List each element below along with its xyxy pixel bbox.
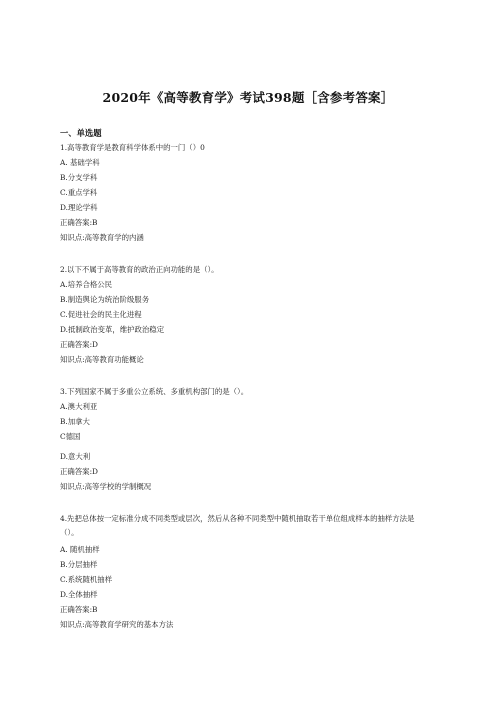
answer: 正确答案:B xyxy=(60,218,98,227)
option-b: B.加拿大 xyxy=(60,417,90,426)
option-d: D.理论学科 xyxy=(60,203,98,212)
option-d: D.意大利 xyxy=(60,452,91,461)
answer: 正确答案:D xyxy=(60,467,98,476)
knowledge-point: 知识点:高等教育学研究的基本方法 xyxy=(60,620,174,629)
knowledge-point: 知识点:高等教育学的内涵 xyxy=(60,233,144,242)
option-a: A.澳大利亚 xyxy=(60,402,98,411)
question-stem: 3.下列国家不属于多重公立系统、多重机构部门的是（）。 xyxy=(60,387,249,396)
knowledge-point: 知识点:高等教育功能概论 xyxy=(60,355,144,364)
answer: 正确答案:D xyxy=(60,340,98,349)
answer: 正确答案:B xyxy=(60,605,98,614)
option-d: D.全体抽样 xyxy=(60,590,98,599)
option-a: A.培养合格公民 xyxy=(60,280,113,289)
option-a: A. 随机抽样 xyxy=(60,545,100,554)
option-c: C.促进社会的民主化进程 xyxy=(60,310,142,319)
option-c: C德国 xyxy=(60,432,81,441)
knowledge-point: 知识点:高等学校的学制概况 xyxy=(60,482,152,491)
option-c: C.系统随机抽样 xyxy=(60,575,113,584)
option-b: B.制造舆论为统治阶级服务 xyxy=(60,295,150,304)
option-d: D.抵制政治变革，维护政治稳定 xyxy=(60,325,165,334)
option-a: A. 基础学科 xyxy=(60,158,100,167)
section-heading: 一、单选题 xyxy=(60,128,102,138)
option-b: B.分层抽样 xyxy=(60,560,98,569)
option-c: C.重点学科 xyxy=(60,188,98,197)
question-stem: 2.以下不属于高等教育的政治正向功能的是（）。 xyxy=(60,265,219,274)
page-title: 2020年《高等教育学》考试398题［含参考答案］ xyxy=(102,90,394,105)
option-b: B.分支学科 xyxy=(60,173,98,182)
question-stem: 1.高等教育学是教育科学体系中的一门（）0 xyxy=(60,143,205,152)
question-stem: 4.先把总体按一定标准分成不同类型或层次，然后从各种不同类型中随机抽取若干单位组成样本的抽样方法是（）。 xyxy=(60,514,415,537)
